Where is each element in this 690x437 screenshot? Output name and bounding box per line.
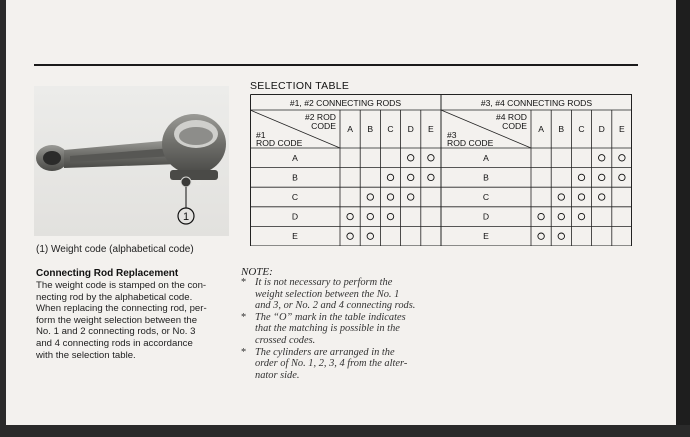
group-header: #3, #4 CONNECTING RODS [480, 98, 593, 108]
section-body [36, 280, 228, 361]
top-rule [34, 64, 638, 66]
note-line: The cylinders are arranged in the [255, 346, 395, 358]
match-mark [387, 213, 393, 219]
note-item [241, 347, 433, 382]
note-line: It is not necessary to perform the [255, 277, 393, 288]
note-item [241, 312, 433, 347]
row-code: C [482, 192, 490, 202]
note-bullet: * [241, 311, 247, 323]
col-axis-label: CODE [311, 121, 336, 131]
body-line: The weight code is stamped on the con- [36, 280, 207, 291]
note-line: nator side. [255, 369, 300, 381]
col-code: D [598, 124, 605, 134]
col-code: C [578, 124, 585, 134]
body-line: form the weight selection between the [36, 314, 198, 326]
row-code: E [483, 231, 489, 242]
match-mark [408, 194, 414, 200]
match-mark [558, 213, 564, 219]
match-mark [408, 174, 414, 180]
section-heading: Connecting Rod Replacement [36, 268, 179, 279]
match-mark [599, 155, 605, 161]
col-axis-label: #2 ROD [304, 112, 336, 122]
rod-small-end-bore [43, 151, 61, 165]
match-mark [619, 174, 625, 180]
col-axis-label: #4 ROD [495, 112, 527, 122]
weight-code-letter: C [196, 180, 202, 187]
row-axis-label: #3 [447, 130, 457, 140]
match-mark [578, 174, 584, 180]
rod-big-end-bore [179, 127, 213, 145]
col-code: C [387, 124, 394, 134]
row-code: E [292, 231, 298, 242]
match-mark [428, 174, 434, 180]
col-code: A [538, 124, 544, 134]
group-header: #1, #2 CONNECTING RODS [289, 98, 402, 108]
row-axis-label: #1 [256, 130, 266, 140]
match-mark [578, 194, 584, 200]
note-item [241, 277, 433, 312]
match-mark [347, 213, 353, 219]
note-line: weight selection between the No. 1 [255, 288, 400, 300]
note-title: NOTE: [241, 266, 273, 278]
match-mark [578, 213, 584, 219]
match-mark [367, 233, 373, 239]
selection-table-title: SELECTION TABLE [250, 80, 350, 92]
col-code: B [558, 124, 565, 134]
rod-cap [170, 170, 218, 180]
col-code: E [619, 124, 625, 134]
row-code: A [483, 152, 489, 163]
body-line: When replacing the connecting rod, per- [36, 303, 207, 315]
selection-table [250, 94, 632, 246]
match-mark [558, 194, 564, 200]
match-mark [347, 233, 353, 239]
match-mark [428, 155, 434, 161]
match-mark [367, 194, 373, 200]
row-axis-label: ROD CODE [447, 138, 494, 148]
note-bullet: * [241, 277, 247, 288]
match-mark [538, 233, 544, 239]
note-list [241, 277, 433, 381]
note-line: The “O” mark in the table indicates [255, 311, 406, 323]
match-mark [619, 155, 625, 161]
match-mark [538, 213, 544, 219]
match-mark [387, 194, 393, 200]
note-line: crossed codes. [255, 334, 316, 346]
body-line: No. 1 and 2 connecting rods, or No. 3 [36, 326, 196, 338]
row-axis-label: ROD CODE [256, 138, 303, 148]
col-code: B [367, 124, 374, 134]
frame-border-bottom [0, 425, 690, 437]
frame-border-right [676, 0, 690, 437]
note-line: order of No. 1, 2, 3, 4 from the alter- [255, 358, 408, 370]
row-code: C [291, 192, 299, 202]
selection-table-grid [250, 94, 632, 246]
body-line: necting rod by the alphabetical code. [36, 291, 193, 303]
weight-code-stamp [181, 177, 191, 187]
body-line: with the selection table. [36, 349, 136, 361]
col-code: A [347, 124, 353, 134]
row-code: D [291, 211, 299, 222]
connecting-rod-illustration [34, 86, 229, 236]
match-mark [387, 174, 393, 180]
col-code: E [428, 124, 434, 134]
row-code: B [483, 172, 489, 183]
note-line: that the matching is possible in the [255, 323, 400, 335]
note-bullet: * [241, 346, 247, 358]
photo-caption: (1) Weight code (alphabetical code) [36, 244, 194, 255]
row-code: A [292, 152, 298, 163]
connecting-rod-photo [34, 86, 229, 236]
row-code: D [482, 211, 490, 222]
match-mark [599, 174, 605, 180]
row-code: B [292, 172, 298, 183]
match-mark [599, 194, 605, 200]
body-line: and 4 connecting rods in accordance [36, 337, 193, 349]
match-mark [367, 213, 373, 219]
note-line: and 3, or No. 2 and 4 connecting rods. [255, 300, 416, 312]
match-mark [408, 155, 414, 161]
match-mark [558, 233, 564, 239]
callout-number: 1 [182, 211, 190, 223]
col-code: D [407, 124, 414, 134]
col-axis-label: CODE [502, 121, 527, 131]
